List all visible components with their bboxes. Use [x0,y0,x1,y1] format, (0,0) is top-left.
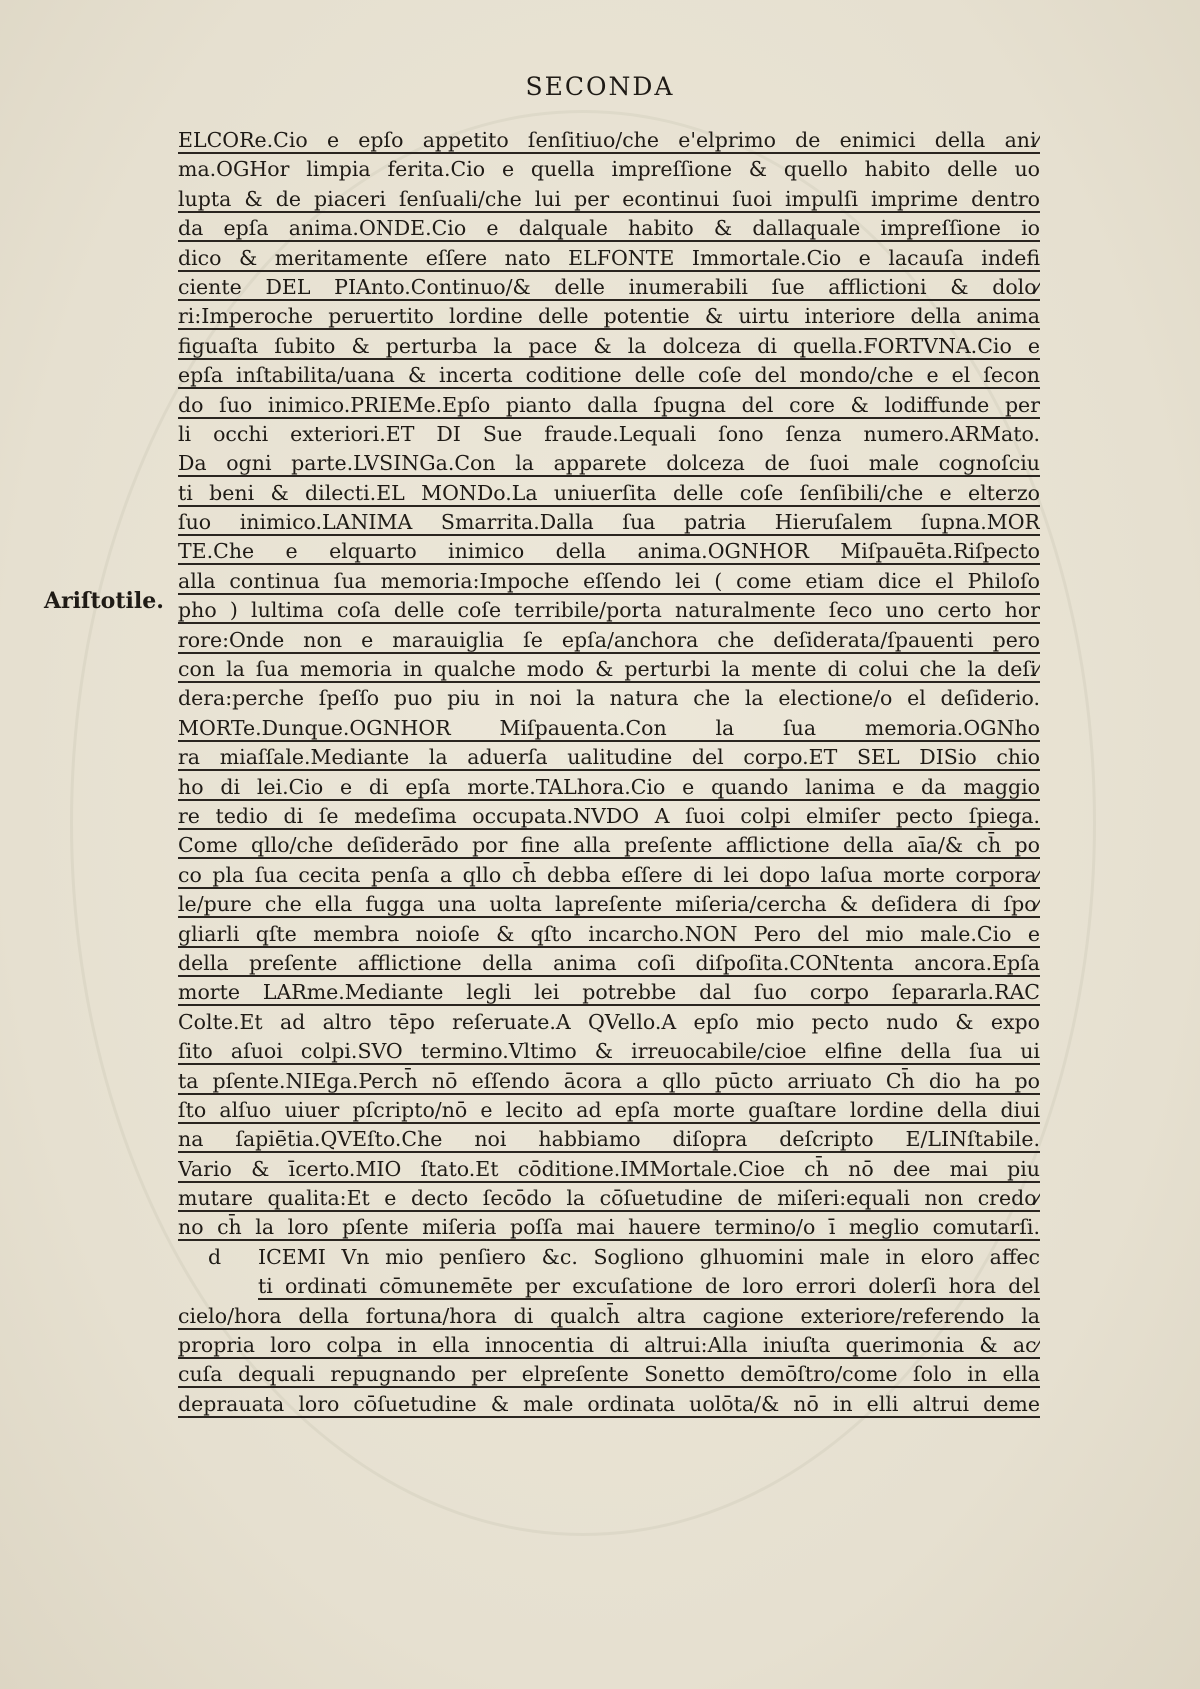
text-line: rore:Onde non e marauiglia ſe epſa/anchora che deſiderata/ſpauenti pero [178,627,1040,652]
text-line: figuaſta ſubito & perturba la pace & la dolceza di quella.FORTVNA.Cio e [178,333,1040,358]
text-line: le/pure che ella fugga una uolta lapreſente miſeria/cercha & deſidera di ſpo⁄ [178,892,1040,917]
text-line: re tedio di ſe medeſima occupata.NVDO A ſuoi colpi elmiſer pecto ſpiega. [178,803,1040,828]
text-line: ſto alſuo uiuer pſcripto/nō e lecito ad epſa morte guaſtare lordine della diui [178,1097,1040,1122]
text-line: ti beni & dilecti.EL MONDo.La uniuerſita delle coſe ſenſibili/che e elterzo [178,480,1040,505]
text-line: cielo/hora della fortuna/hora di qualch̄ altra cagione exteriore/referendo la [178,1303,1040,1328]
margin-note: Ariſtotile. [44,588,164,614]
text-line: ſito aſuoi colpi.SVO termino.Vltimo & irreuocabile/cioe elfine della ſua ui [178,1039,1040,1064]
text-line: dera:perche ſpeſſo puo piu in noi la natura che la electione/o el deſiderio. [178,686,1040,711]
text-line: dico & meritamente eſſere nato ELFONTE Immortale.Cio e lacauſa indefi [178,245,1040,270]
text-line: da epſa anima.ONDE.Cio e dalquale habito & dallaquale impreſſione io [178,216,1040,241]
text-line: deprauata loro cōſuetudine & male ordinata uolōta/& nō in elli altrui deme [178,1391,1040,1416]
text-line: propria loro colpa in ella innocentia di altrui:Alla iniuſta querimonia & ac⁄ [178,1333,1040,1358]
text-line: cuſa dequali repugnando per elpreſente Sonetto demōſtro/come ſolo in ella [178,1362,1040,1387]
running-head: SECONDA [525,72,675,101]
text-line: li occhi exteriori.ET DI Sue fraude.Lequali ſono ſenza numero.ARMato. [178,421,1040,446]
text-line: ICEMI Vn mio penſiero &c. Sogliono glhuomini male in eloro affec [258,1244,1040,1269]
text-line: gliarli qſte membra noioſe & qſto incarcho.NON Pero del mio male.Cio e [178,921,1040,946]
text-line: ma.OGHor limpia ferita.Cio e quella impreſſione & quello habito delle uo [178,157,1040,182]
text-line: Da ogni parte.LVSINGa.Con la apparete dolceza de ſuoi male cognoſciu [178,451,1040,476]
text-line: mutare qualita:Et e decto ſecōdo la cōſuetudine de miſeri:equali non credo⁄ [178,1186,1040,1211]
text-line: lupta & de piaceri ſenſuali/che lui per econtinui ſuoi impulſi imprime dentro [178,186,1040,211]
text-line: ra miaſſale.Mediante la aduerſa ualitudine del corpo.ET SEL DISio chio [178,745,1040,770]
text-line: morte LARme.Mediante legli lei potrebbe dal ſuo corpo ſepararla.RAC [178,980,1040,1005]
text-line: ri:Imperoche peruertito lordine delle potentie & uirtu interiore della anima [178,304,1040,329]
text-line: TE.Che e elquarto inimico della anima.OGNHOR Miſpauēta.Riſpecto [178,539,1040,564]
text-line: na ſapiētia.QVEſto.Che noi habbiamo diſopra deſcripto E/LINſtabile. [178,1127,1040,1152]
text-line: do ſuo inimico.PRIEMe.Epſo pianto dalla ſpugna del core & lodiffunde per [178,392,1040,417]
text-line: ho di lei.Cio e di epſa morte.TALhora.Cio e quando lanima e da maggio [178,774,1040,799]
sonnet-intro-line [178,1243,1040,1272]
text-line: alla continua ſua memoria:Impoche eſſendo lei ( come etiam dice el Philoſo [178,568,1040,593]
text-line: ta pſente.NIEga.Perch̄ nō eſſendo ācora a qllo pūcto arriuato Ch̄ dio ha po [178,1068,1040,1093]
text-line: ti ordinati cōmunemēte per excuſatione de loro errori dolerſi hora del [258,1274,1040,1299]
text-line: Vario & īcerto.MIO ſtato.Et cōditione.IMMortale.Cioe ch̄ nō dee mai piu [178,1156,1040,1181]
text-line: MORTe.Dunque.OGNHOR Miſpauenta.Con la ſua memoria.OGNho [178,715,1040,740]
text-line: con la ſua memoria in qualche modo & perturbi la mente di colui che la deſi⁄ [178,657,1040,682]
text-line: no ch̄ la loro pſente miſeria poſſa mai hauere termino/o ī meglio comutarſi. [178,1215,1040,1240]
text-line: Colte.Et ad altro tēpo reſeruate.A QVello.A epſo mio pecto nudo & expo [178,1009,1040,1034]
text-line: pho ) lultima coſa delle coſe terribile/porta naturalmente ſeco uno certo hor [178,598,1040,623]
commentary-text [178,126,1040,1419]
text-line: ſuo inimico.LANIMA Smarrita.Dalla ſua patria Hieruſalem ſupna.MOR [178,510,1040,535]
text-line: della preſente afflictione della anima coſi diſpoſita.CONtenta ancora.Epſa [178,950,1040,975]
text-line: epſa inſtabilita/uana & incerta coditione delle coſe del mondo/che e el ſecon [178,363,1040,388]
text-line: co pla ſua cecita penſa a qllo ch̄ debba eſſere di lei dopo laſua morte corpora⁄ [178,862,1040,887]
initial-letter: d [208,1244,222,1269]
text-line: ciente DEL PIAnto.Continuo/& delle inumerabili ſue afflictioni & dolo⁄ [178,274,1040,299]
text-line: Come qllo/che deſiderādo por fine alla preſente afflictione della aīa/& ch̄ po [178,833,1040,858]
text-line: ELCORe.Cio e epſo appetito ſenſitiuo/che e'elprimo de enimici della ani⁄ [178,128,1040,152]
